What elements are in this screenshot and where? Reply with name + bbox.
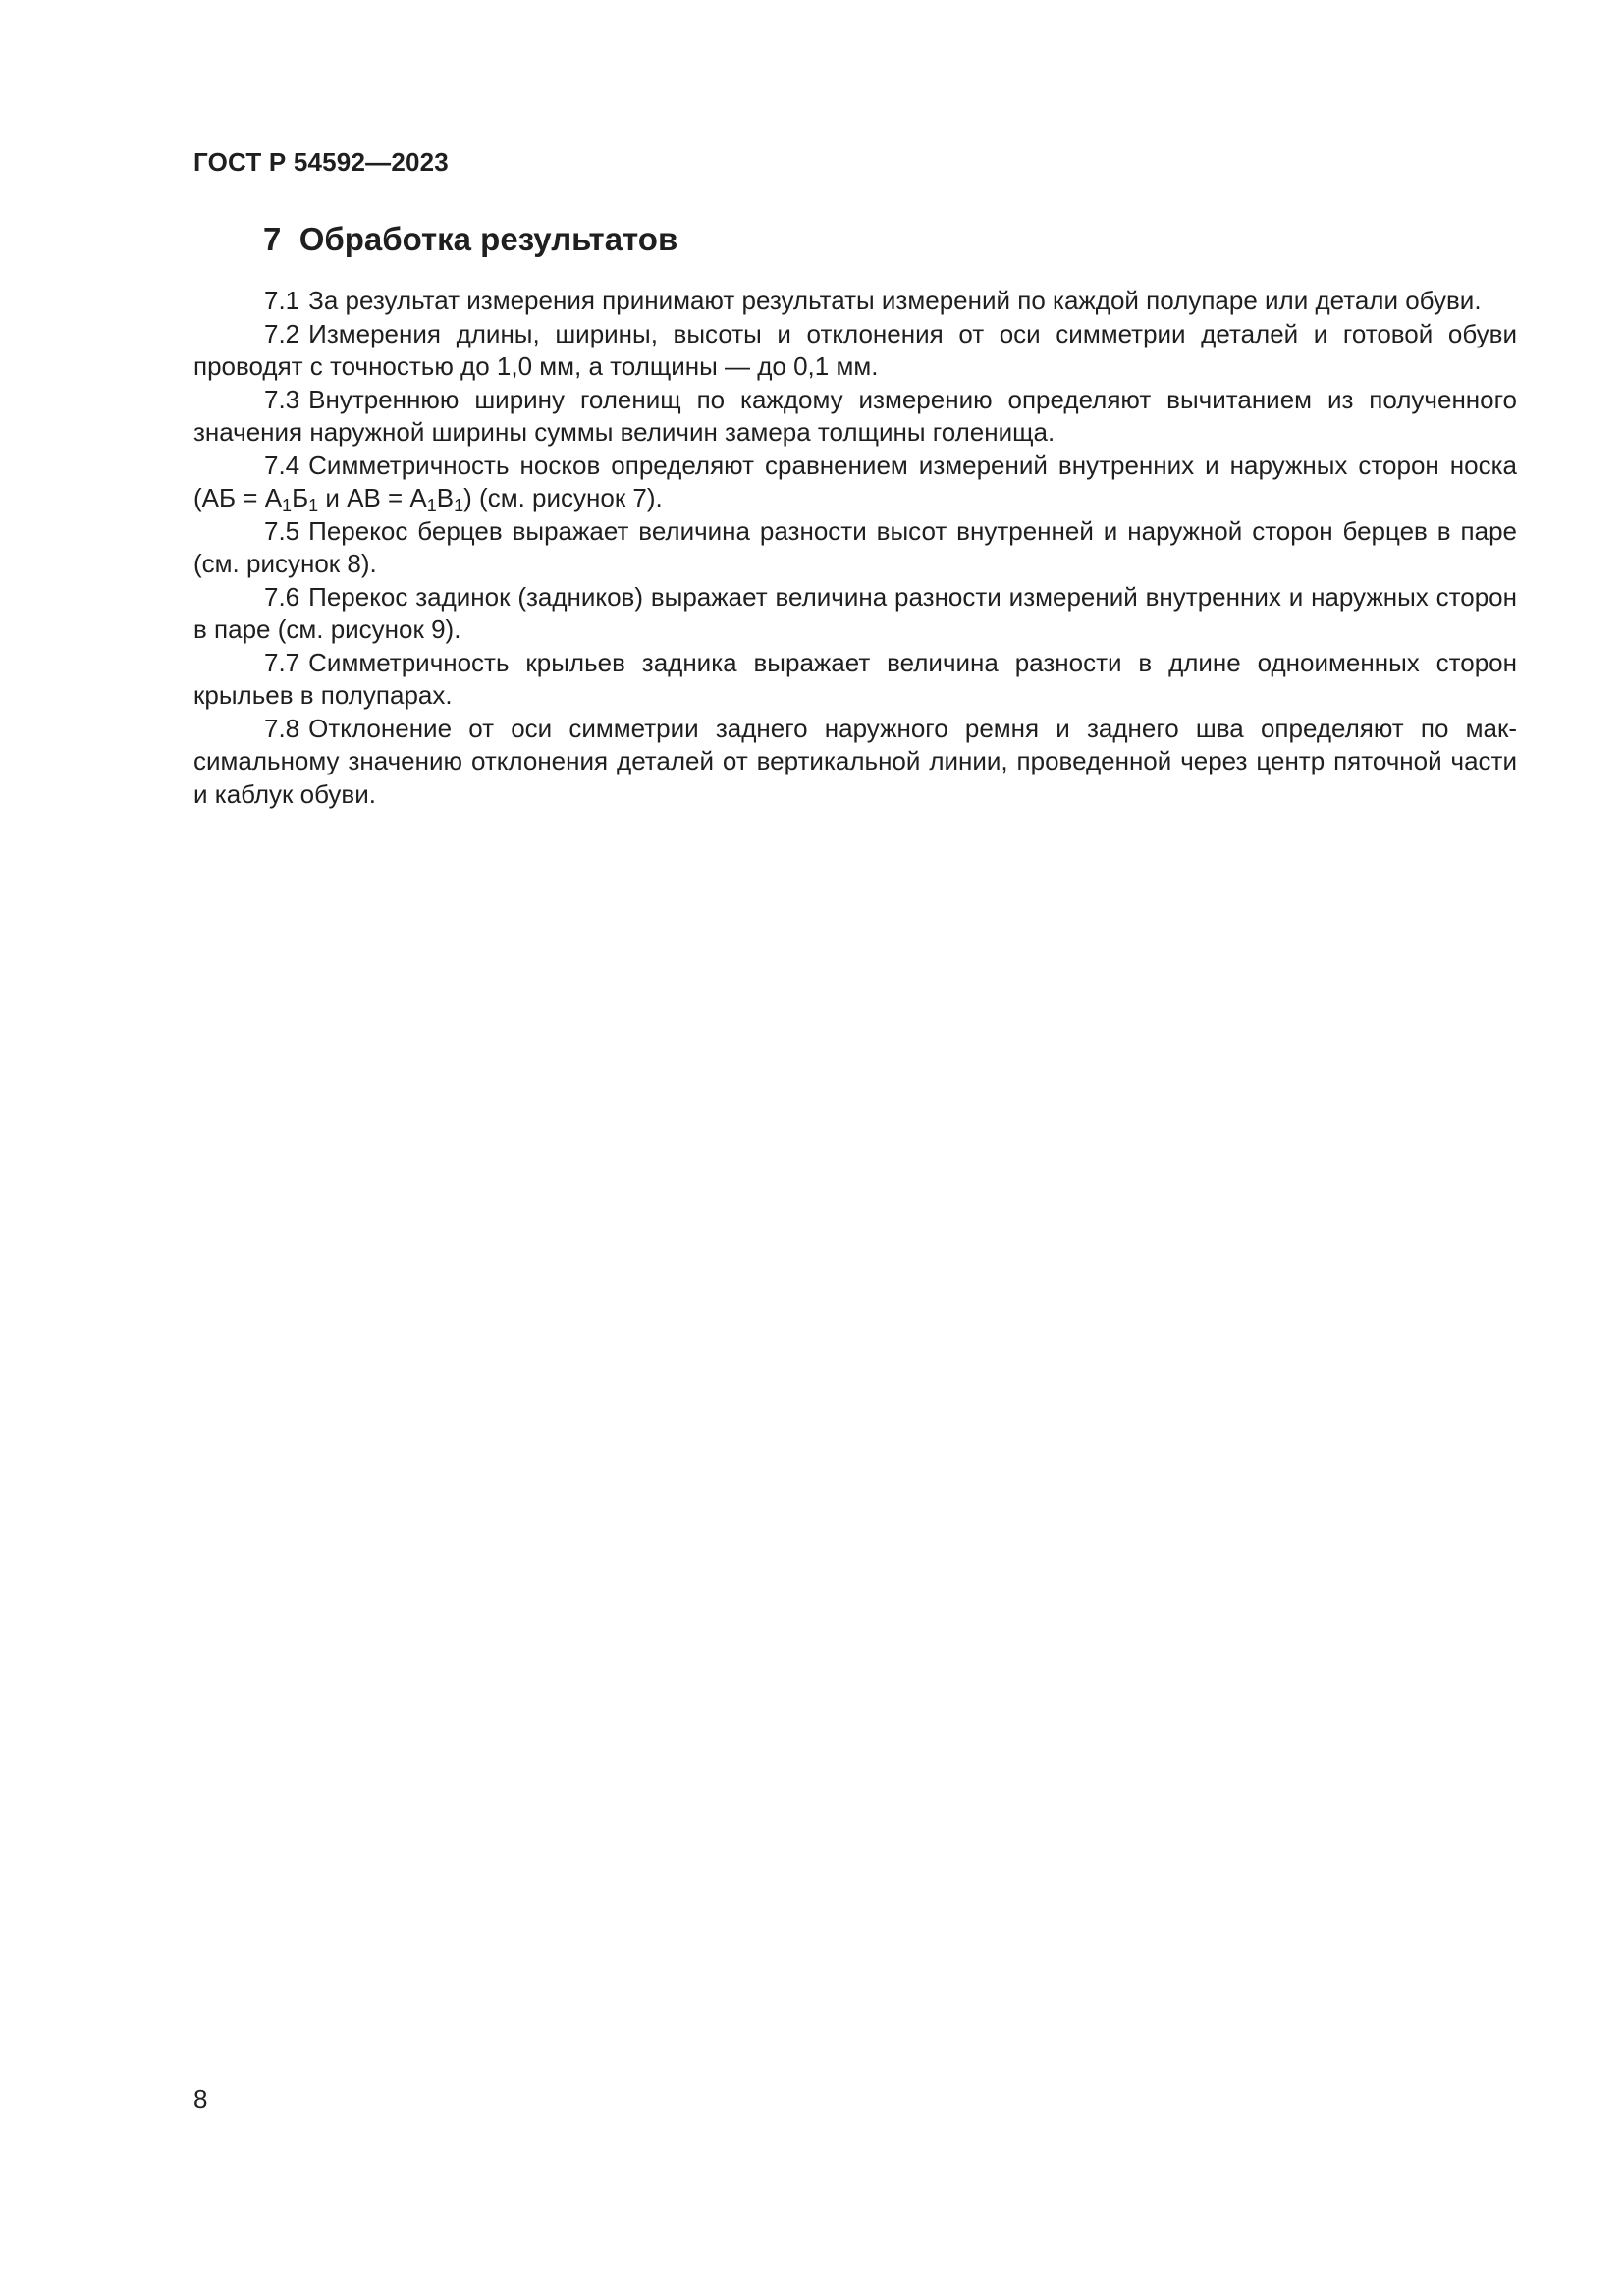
section-body	[193, 285, 1517, 811]
paragraph-number: 7.1	[264, 286, 300, 315]
paragraph-7-1	[193, 285, 1517, 318]
paragraph-text-start: Симметричность носков определяют сравнением измерений внутренних и наружных сторон носка (АБ = А	[193, 450, 1517, 512]
paragraph-7-4	[193, 450, 1517, 515]
paragraph-text: Измерения длины, ширины, высоты и отклонения от оси симметрии деталей и готовой обуви проводят с точностью до 1,0 мм, а толщины — до 0,1 мм.	[193, 318, 1517, 381]
paragraph-text-part: Б	[292, 483, 309, 512]
paragraph-number: 7.8	[264, 713, 300, 743]
paragraph-7-8	[193, 713, 1517, 812]
paragraph-7-7	[193, 647, 1517, 713]
subscript: 1	[308, 496, 319, 515]
subscript: 1	[454, 496, 464, 515]
paragraph-text-end: ) (см. рисунок 7).	[463, 483, 663, 512]
paragraph-text: За результат измерения принимают результаты измерений по каждой полупаре или детали обуви.	[308, 286, 1482, 315]
section-number: 7	[263, 221, 282, 257]
paragraph-number: 7.5	[264, 515, 300, 546]
paragraph-number: 7.6	[264, 581, 300, 612]
section-heading	[263, 221, 677, 258]
paragraph-7-2	[193, 318, 1517, 384]
paragraph-number: 7.2	[264, 318, 300, 348]
running-header: ГОСТ Р 54592—2023	[193, 147, 449, 177]
subscript: 1	[426, 496, 437, 515]
paragraph-text: Внутреннюю ширину голенищ по каждому измерению определяют вычитанием из полученного значения наружной ширины суммы величин замера толщины голенища.	[193, 384, 1517, 447]
paragraph-number: 7.3	[264, 384, 300, 414]
subscript: 1	[282, 496, 293, 515]
page-number: 8	[193, 2084, 208, 2113]
paragraph-text: Симметричность крыльев задника выражает величина разности в длине одноименных сторон крыльев в полупарах.	[193, 647, 1517, 710]
paragraph-text: Отклонение от оси симметрии заднего наружного ремня и заднего шва определяют по максимальному значению отклонения деталей от вертикальной линии, проведенной через центр пяточной части и каблук обуви.	[193, 713, 1517, 809]
paragraph-7-6	[193, 581, 1517, 647]
paragraph-text: Перекос задинок (задников) выражает величина разности измерений внутренних и наружных сторон в паре (см. рисунок 9).	[193, 581, 1517, 644]
section-title: Обработка результатов	[298, 221, 678, 257]
paragraph-7-5	[193, 515, 1517, 581]
paragraph-text: Перекос берцев выражает величина разности высот внутренней и наружной сторон берцев в паре (см. рисунок 8).	[193, 515, 1517, 578]
paragraph-number: 7.7	[264, 647, 300, 677]
paragraph-text-part: В	[436, 483, 455, 512]
paragraph-text-part: и АВ = А	[318, 483, 427, 512]
paragraph-7-3	[193, 384, 1517, 450]
paragraph-number: 7.4	[264, 450, 300, 480]
